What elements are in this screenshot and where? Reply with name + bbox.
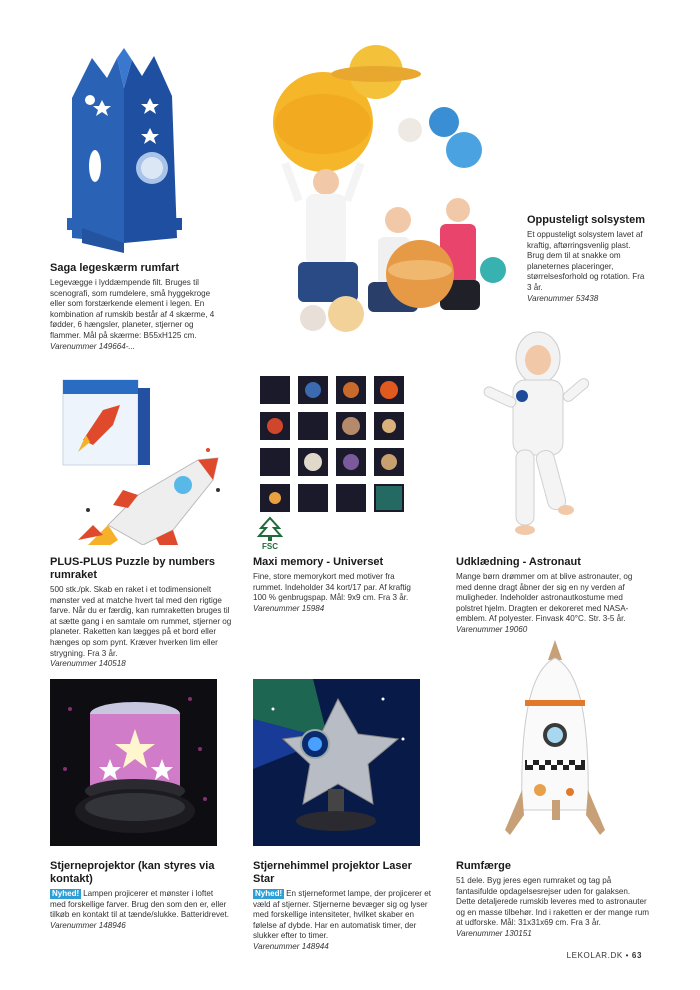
laser-star-image (253, 679, 420, 846)
product-title: Stjernehimmel projektor Laser Star (253, 860, 412, 885)
product-item-number: Varenummer 130151 (456, 928, 532, 938)
product-item-number: Varenummer 53438 (527, 293, 599, 303)
product-description: Et oppusteligt solsystem lavet af kraftig, aftørringsvenlig plast. Brug dem til at snakke om planeternes placeringer, størrelsesforhold og rotation. Fra 3 år. (527, 230, 645, 292)
product-title: Saga legeskærm rumfart (50, 262, 179, 274)
product-description: 51 dele. Byg jeres egen rumraket og tag på fantasifulde opdagelsesrejser uden for galaksen. Dette detaljerede rumskib leveres med to astronauter og en masse tilbehør. Ind i raketten er der mange rum at udforske. Mål: 31x31x69 cm. Fra 3 år. (456, 876, 649, 928)
page-number: 63 (631, 951, 642, 960)
product-title: Stjerneprojektor (kan styres via kontakt) (50, 860, 215, 885)
footer-separator: • (625, 951, 630, 960)
product-description: Fine, store memorykort med motiver fra rummet. Indeholder 34 kort/17 par. Af kraftig 100 % genbrugspap. Mål: 9x9 cm. Fra 3 år. (253, 572, 411, 603)
site-name: LEKOLAR.DK (566, 951, 623, 960)
product-title: Rumfærge (456, 860, 512, 872)
product-star-projector (50, 860, 230, 931)
product-saga-screen (50, 262, 220, 352)
product-plus-plus-puzzle (50, 556, 235, 670)
product-title: Maxi memory - Universet (253, 556, 384, 568)
product-title: Oppusteligt solsystem (527, 214, 645, 226)
page-footer (567, 951, 642, 960)
fsc-label: FSC (262, 542, 278, 551)
product-item-number: Varenummer 19060 (456, 624, 528, 634)
product-solar-system (527, 214, 647, 304)
fsc-logo-icon (255, 516, 285, 554)
product-title: PLUS-PLUS Puzzle by numbers rumraket (50, 556, 216, 581)
saga-screen-image (62, 48, 192, 253)
product-title: Udklædning - Astronaut (456, 556, 581, 568)
astronaut-image (478, 330, 598, 550)
product-rumfaerge (456, 860, 651, 940)
puzzle-image (58, 370, 233, 545)
product-item-number: Varenummer 140518 (50, 659, 126, 669)
product-description: Legevægge i lyddæmpende filt. Bruges til scenografi, som rumdelere, små hyggekroge eller som forstærkende element i legen. En kombination af rumskib består af 4 skærme, 4 fødder, 6 hængsler, planeter, stjerner og flammer. Mål på skærme: B55xH125 cm. (50, 278, 215, 340)
description-text: En stjerneformet lampe, der projicerer et væld af stjerner. Stjernerne bevæger sig og lyser med forskellige intensiteter, hvilket skaber en følelse af dybde. Har en automatisk timer, der slukker efter to timer. (253, 889, 431, 941)
new-badge: Nyhed! (255, 889, 283, 898)
product-laser-star (253, 860, 435, 953)
product-item-number: Varenummer 15984 (253, 603, 325, 613)
memory-cards-image (258, 374, 408, 519)
product-description (50, 889, 230, 921)
product-description: Mange børn drømmer om at blive astronauter, og med denne dragt åbner der sig en ny verden af muligheder. Indeholder astronautkostume med polstret hjelm. Dragten er dekoreret med NASA-emblem. Af polyester. Finvask 40°C. Str. 3-5 år. (456, 572, 633, 624)
star-projector-image (50, 679, 217, 846)
solar-system-image (268, 42, 518, 342)
product-description (253, 889, 435, 942)
product-description: 500 stk./pk. Skab en raket i et todimensionelt mønster ved at matche hvert tal med den rigtige farve. Når du er færdig, kan rumraketten bruges til at sætte gang i en samtale om rummet, stjerner og planeter. Raketten kan lægges på et bord eller hænges op som pynt. Kræver hverken lim eller strygning. Fra 3 år. (50, 585, 232, 658)
product-item-number: Varenummer 149664-... (50, 341, 136, 351)
description-text: Lampen projicerer et mønster i loftet med forskellige farver. Brug den som den er, eller tilkøb en kontakt til at tænde/slukke. Batteridrevet. (50, 889, 230, 920)
product-item-number: Varenummer 148944 (253, 941, 329, 951)
product-maxi-memory (253, 556, 423, 614)
product-astronaut-costume (456, 556, 646, 636)
rocket-toy-image (500, 640, 610, 855)
product-item-number: Varenummer 148946 (50, 920, 126, 930)
new-badge: Nyhed! (52, 889, 80, 898)
